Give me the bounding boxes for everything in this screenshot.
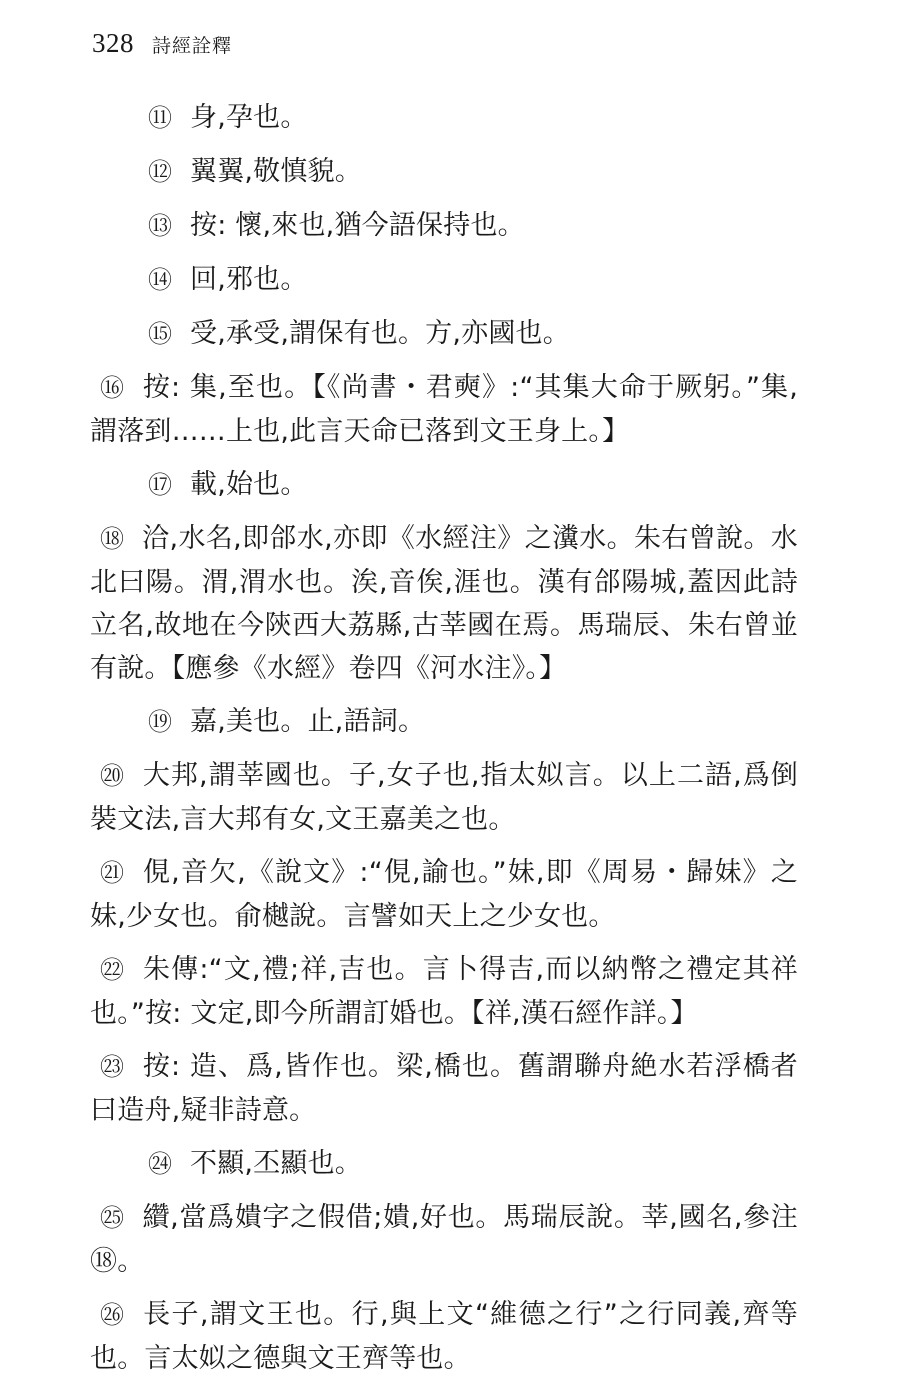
note-item <box>90 1045 798 1132</box>
note-item <box>90 1196 798 1283</box>
note-item <box>138 96 798 140</box>
note-text: 長子,謂文王也。行,與上文“維德之行”之行同義,齊等也。言太姒之德與文王齊等也。 <box>90 1299 798 1374</box>
annotation-list <box>90 96 798 1390</box>
note-number: ⑫ <box>148 158 173 186</box>
note-number: ⑳ <box>100 762 125 790</box>
note-number: ⑱ <box>100 525 125 553</box>
note-text: 不顯,丕顯也。 <box>190 1148 362 1179</box>
note-number: ㉓ <box>100 1053 125 1081</box>
note-number: ㉔ <box>148 1150 173 1178</box>
note-text: 洽,水名,即郃水,亦即《水經注》之瀵水。朱右曾說。水北曰陽。渭,渭水也。涘,音俟,涯也。漢有郃陽城,蓋因此詩立名,故地在今陝西大荔縣,古莘國在焉。馬瑞辰、朱右曾並有說。【應參《水經》卷四《河水注》。】 <box>90 523 798 684</box>
note-text: 回,邪也。 <box>190 264 308 295</box>
note-text: 身,孕也。 <box>190 102 308 133</box>
note-number: ⑰ <box>148 471 173 499</box>
note-text: 受,承受,謂保有也。方,亦國也。 <box>190 318 570 349</box>
page-number: 328 <box>92 28 134 58</box>
note-text: 俔,音欠,《說文》:“俔,諭也。”妹,即《周易・歸妹》之妹,少女也。俞樾說。言譬如天上之少女也。 <box>90 857 798 932</box>
note-number: ⑯ <box>100 374 125 402</box>
note-item <box>138 258 798 302</box>
note-number: ⑭ <box>148 266 173 294</box>
running-head <box>92 28 232 64</box>
note-number: ㉑ <box>100 859 125 887</box>
note-item <box>138 1142 798 1186</box>
book-title: 詩經詮釋 <box>152 35 233 57</box>
note-text: 按: 懷,來也,猶今語保持也。 <box>190 210 525 241</box>
note-text: 翼翼,敬慎貌。 <box>190 156 362 187</box>
note-item <box>90 754 798 841</box>
note-number: ㉒ <box>100 956 125 984</box>
note-number: ⑮ <box>148 320 173 348</box>
note-number: ㉖ <box>100 1301 125 1329</box>
note-number: ⑲ <box>148 708 173 736</box>
note-item <box>138 463 798 507</box>
note-number: ㉕ <box>100 1204 125 1232</box>
note-text: 按: 集,至也。【《尚書・君奭》:“其集大命于厥躬。”集,謂落到……上也,此言天命已落到文王身上。】 <box>90 372 798 447</box>
note-item <box>90 851 798 938</box>
note-item <box>138 204 798 248</box>
note-item <box>90 366 798 453</box>
note-item <box>138 312 798 356</box>
note-text: 纘,當爲嬇字之假借;嬇,好也。馬瑞辰說。莘,國名,參注⑱。 <box>90 1202 798 1277</box>
note-item <box>138 150 798 194</box>
note-number: ⑬ <box>148 212 173 240</box>
note-item <box>90 1293 798 1380</box>
note-text: 大邦,謂莘國也。子,女子也,指太姒言。以上二語,爲倒裝文法,言大邦有女,文王嘉美之也。 <box>90 760 798 835</box>
note-text: 朱傳:“文,禮;祥,吉也。言卜得吉,而以納幣之禮定其祥也。”按: 文定,即今所謂訂婚也。【祥,漢石經作詳。】 <box>90 954 798 1029</box>
note-number: ⑪ <box>148 104 173 132</box>
note-item <box>90 517 798 690</box>
note-item <box>138 700 798 744</box>
note-text: 載,始也。 <box>190 469 308 500</box>
note-item <box>90 948 798 1035</box>
note-text: 按: 造、爲,皆作也。梁,橋也。舊謂聯舟絶水若浮橋者曰造舟,疑非詩意。 <box>90 1051 798 1126</box>
note-text: 嘉,美也。止,語詞。 <box>190 706 426 737</box>
